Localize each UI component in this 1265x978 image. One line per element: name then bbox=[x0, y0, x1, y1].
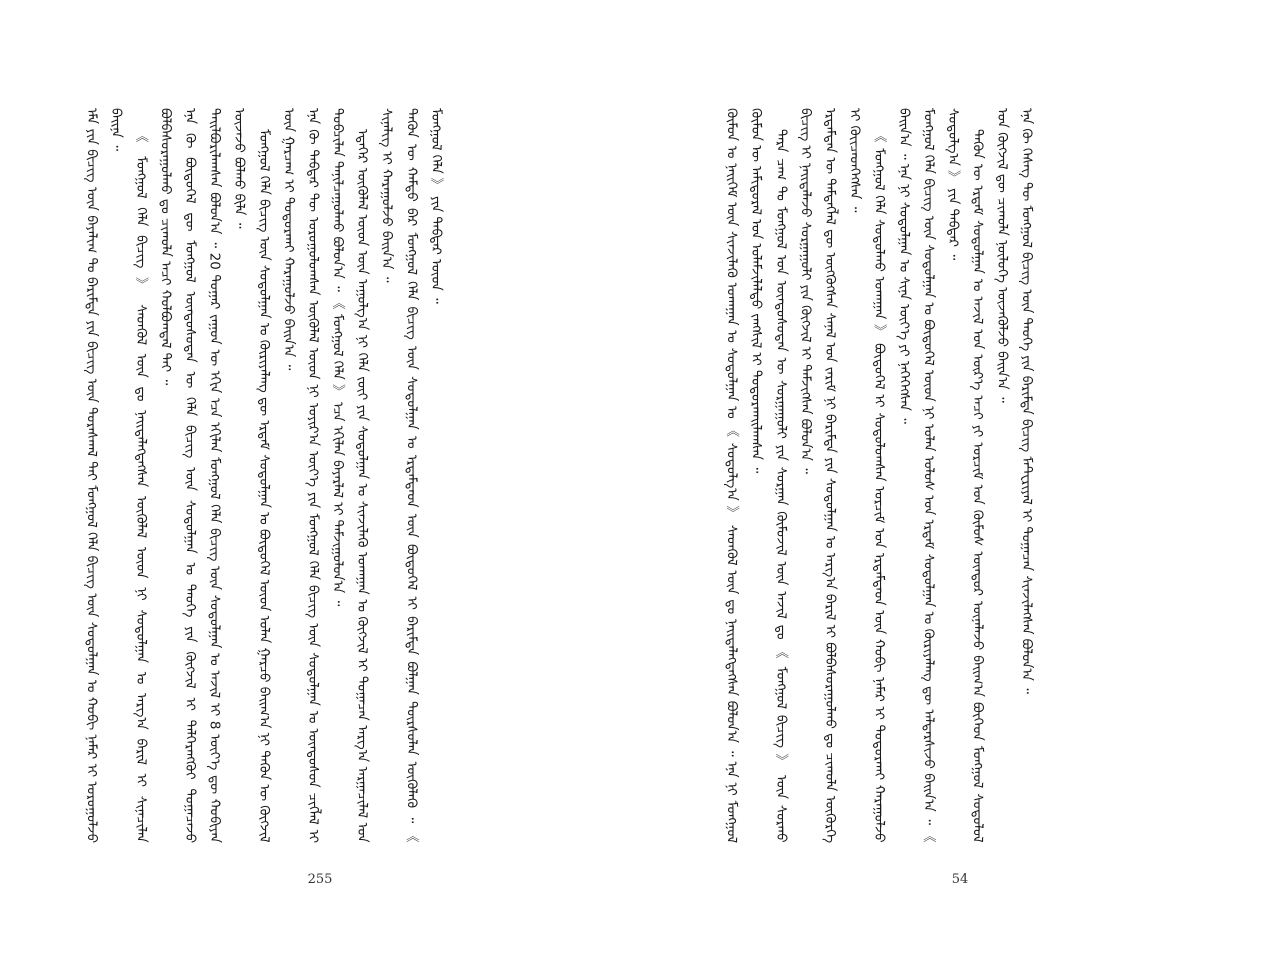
paragraph: ᠲᠡᠭᠦᠨ ᠦ ᠬᠠᠮᠲᠤ ᠪᠡᠷ ᠮᠣᠩᠭᠣᠯ ᠬᠡᠯᠡ ᠪᠢᠴᠢᠭ᠌ ᠦᠨ ᠰᠤᠳᠤᠯᠭᠠᠨ ᠤ ᠡᠷᠳᠡᠮᠲᠡᠳ ᠦᠨ ᠪᠦᠲᠦᠭᠡᠯ ᠢ ᠪᠠᠷᠢᠮᠲᠠ ᠪᠣᠯᠭᠠᠨ ᠳᠦᠷᠰᠦᠯᠡᠨ ᠥᠭᠦᠯᠡᠬᠦ ᠃ 《 ᠮᠣᠩᠭᠣᠯ ᠬᠡᠯᠡ 》 ᠶᠢᠨ ᠳᠡᠪᠲᠡᠷ ᠦᠳ ᠃ bbox=[403, 108, 443, 843]
paragraph: 《 ᠮᠣᠩᠭᠣᠯ ᠬᠡᠯᠡ ᠪᠢᠴᠢᠭ᠌ 》 ᠰᠡᠳᠬᠦᠯ ᠦᠨ ᠳᠤ ᠨᠡᠢᠲᠡᠯᠡᠭᠳᠡᠭᠰᠡᠨ ᠥᠭᠦᠯᠡᠯ ᠦᠳ ᠨᠢ ᠰᠤᠳᠤᠯᠭᠠᠨ ᠤ ᠠᠷᠭ᠎ᠠ ᠪᠠᠷᠢᠯ ᠢ ᠰᠢᠨᠡᠴᠢᠯᠡᠨ ᠪᠣᠯᠪᠠᠰᠤᠷᠠᠭᠤᠯᠬᠤ ᠳᠤ ᠴᠢᠬᠤᠯᠠ ᠠᠴᠢ ᠬᠣᠯᠪᠣᠭᠳᠠᠯ ᠲᠠᠢ ᠃ bbox=[132, 108, 173, 843]
paragraph: ᠡᠮᠡ ᠶᠢᠨ ᠪᠢᠴᠢᠭ᠌ ᠦᠨ ᠪᠠᠶᠠᠯᠢᠭ ᠲᠤ ᠪᠠᠷᠢᠮᠲᠠ ᠶᠢᠨ ᠪᠢᠴᠢᠭ᠌ ᠦᠨ ᠳᠤᠷᠠᠰᠬᠠᠯ ᠲᠠᠢ ᠮᠣᠩᠭᠣᠯ ᠬᠡᠯᠡ ᠪᠢᠴᠢᠭ᠌ ᠦᠨ ᠰᠤᠳᠤᠯᠭᠠᠨ ᠤ ᠬᠤᠪᠢ ᠨᠡᠮᠡᠷ ᠢ ᠣᠷᠣᠭᠤᠯᠵᠤ ᠪᠠᠢᠨᠠ ᠃ bbox=[83, 108, 124, 843]
paragraph: ᠡᠨᠡ ᠬᠦ ᠳᠡᠪᠲᠡᠷ ᠲᠦ ᠣᠷᠣᠭᠤᠯᠤᠭᠰᠠᠨ ᠥᠭᠦᠯᠡᠯ ᠦᠳ ᠨᠢ ᠣᠶᠢᠷ᠎ᠠ ᠦᠶ᠎ᠡ ᠶᠢᠨ ᠮᠣᠩᠭᠣᠯ ᠬᠡᠯᠡ ᠪᠢᠴᠢᠭ᠌ ᠦᠨ ᠰᠤᠳᠤᠯᠭᠠᠨ ᠤ ᠦᠨᠳᠦᠰᠦᠨ ᠴᠢᠭᠯᠡᠯ ᠢ ᠲᠣᠪᠴᠢᠯᠠᠨ ᠲᠠᠨᠢᠯᠴᠠᠭᠤᠯᠬᠤ ᠪᠣᠯᠤᠨ᠎ᠠ ᠃ 《 ᠮᠣᠩᠭᠣᠯ ᠬᠡᠯᠡ 》 ᠡᠴᠡ ᠡᠬᠢᠯᠡᠨ ᠪᠠᠶᠠᠷᠯᠠᠯ ᠢ ᠳᠠᠮᠵᠢᠭᠤᠯᠤᠨ᠎ᠠ ᠃ bbox=[304, 108, 345, 843]
paragraph: ᠬᠦᠮᠦᠨ ᠤ ᠨᠡᠢᠭᠡᠮ ᠦᠨ ᠰᠢᠨᠵᠢᠯᠡᠬᠦ ᠤᠬᠠᠭᠠᠨ ᠤ ᠰᠤᠳᠤᠯᠭᠠᠨ ᠤ 《 ᠰᠤᠳᠤᠯᠭ᠎ᠠ 》 ᠰᠡᠳᠬᠦᠯ ᠦᠨ ᠳᠤ ᠨᠡᠢᠲᠡᠯᠡᠭᠳᠡᠭᠰᠡᠨ ᠪᠣᠯᠤᠨ᠎ᠠ ᠃ ᠡᠨᠡ ᠨᠢ ᠮᠣᠩᠭᠣᠯ ᠬᠦᠮᠦᠨ ᠦ ᠠᠮᠢᠳᠤᠷᠠᠯ ᠤᠨ ᠤᠯᠠᠮᠵᠢᠯᠠᠯᠲᠤ ᠵᠠᠩᠰᠢᠯ ᠢ ᠲᠣᠳᠣᠷᠬᠠᠢᠯᠠᠭᠰᠠᠨ ᠃ bbox=[723, 108, 764, 843]
paragraph: ᠡᠳᠡᠭᠡᠷ ᠥᠭᠦᠯᠡᠯ ᠦᠳ ᠦᠨ ᠠᠭᠤᠯᠭ᠎ᠠ ᠨᠢ ᠬᠡᠯᠡ ᠵᠦᠢ ᠶᠢᠨ ᠰᠤᠳᠤᠯᠭᠠᠨ ᠤ ᠰᠢᠨᠵᠢᠯᠡᠬᠦ ᠤᠬᠠᠭᠠᠨ ᠤ ᠬᠥᠭᠵᠢᠯ ᠢ ᠲᠣᠭᠠᠴᠠᠨ ᠠᠷᠭ᠎ᠠ ᠠᠷᠭᠠᠴᠢᠯᠠᠯ ᠤᠨ ᠰᠢᠨᠡᠯᠢᠭ ᠢ ᠬᠠᠷᠠᠭᠤᠯᠵᠤ ᠪᠠᠢᠨ᠎ᠠ ᠃ bbox=[354, 108, 394, 843]
paragraph: ᠲᠡᠭᠦᠨ ᠦ ᠡᠷᠳᠡᠮ ᠰᠤᠳᠤᠯᠭᠠᠨ ᠤ ᠠᠵᠢᠯ ᠤᠨ ᠦᠷ᠎ᠡ ᠠᠴᠢ ᠶᠢ ᠣᠷᠴᠢᠮ ᠤᠨ ᠬᠦᠮᠦᠰ ᠥᠨᠳᠦᠷ ᠦᠨᠡᠯᠡᠵᠦ ᠪᠠᠢᠭ᠎ᠠ ᠪᠥᠭᠡᠳ ᠮᠣᠩᠭᠣᠯ ᠰᠤᠳᠤᠯᠤᠯ ᠤᠨ ᠬᠥᠭᠵᠢᠯ ᠳᠦ ᠴᠢᠬᠤᠯᠠ ᠨᠥᠯᠦᠭᠡ ᠦᠵᠡᠭᠦᠯᠵᠦ ᠪᠠᠢᠨ᠎ᠠ ᠃ bbox=[969, 108, 1010, 843]
page-number: 255 bbox=[307, 872, 333, 887]
paragraph: ᠮᠣᠩᠭᠣᠯ ᠬᠡᠯᠡ ᠪᠢᠴᠢᠭ᠌ ᠦᠨ ᠰᠤᠳᠤᠯᠭᠠᠨ ᠤ ᠬᠦᠷᠢᠶᠡᠯᠡᠩ ᠳᠦ ᠡᠷᠳᠡᠮ ᠰᠤᠳᠤᠯᠭᠠᠨ ᠤ ᠪᠦᠲᠦᠭᠡᠯ ᠦᠳ ᠣᠯᠠᠨ ᠭᠠᠷᠴᠤ ᠪᠠᠢᠭ᠎ᠠ ᠨᠢ ᠲᠡᠭᠦᠨ ᠦ ᠬᠥᠭᠵᠢᠯ ᠦᠨ ᠭᠠᠷᠴᠠᠭ ᠢ ᠲᠣᠳᠣᠷᠬᠠᠢ ᠬᠠᠷᠠᠭᠤᠯᠵᠤ ᠪᠠᠢᠨ᠎ᠠ ᠃ bbox=[255, 108, 296, 843]
paragraph: ᠡᠨᠡ ᠬᠦ ᠪᠦᠲᠦᠭᠡᠯ ᠳᠦ ᠮᠣᠩᠭᠣᠯ ᠦᠨᠳᠦᠰᠦᠲᠡᠨ ᠦ ᠬᠡᠯᠡ ᠪᠢᠴᠢᠭ᠌ ᠦᠨ ᠰᠤᠳᠤᠯᠭᠠᠨ ᠤ ᠲᠡᠦᠬᠡ ᠶᠢᠨ ᠬᠥᠭᠵᠢᠯ ᠢ ᠳᠡᠯᠭᠡᠷᠡᠩᠭᠦᠢ ᠲᠣᠭᠠᠴᠠᠵᠤ ᠲᠠᠢᠯᠪᠤᠷᠢᠯᠠᠭᠰᠠᠨ ᠪᠣᠯᠤᠨ᠎ᠠ ᠃ 20 ᠳᠤᠭᠠᠷ ᠵᠠᠭᠤᠨ ᠦ ᠡᠬᠢᠨ ᠡᠴᠡ ᠡᠬᠢᠯᠡᠨ ᠮᠣᠩᠭᠣᠯ ᠬᠡᠯᠡ ᠪᠢᠴᠢᠭ᠌ ᠦᠨ ᠰᠤᠳᠤᠯᠭᠠᠨ ᠤ ᠠᠵᠢᠯ ᠢ 8 ᠦᠶ᠎ᠡ ᠳᠦ ᠬᠤᠪᠢᠶᠠᠨ ᠦᠵᠡᠵᠦ ᠪᠣᠯᠬᠤ ᠪᠢᠯᠡ ᠃ bbox=[181, 108, 247, 843]
page-number: 54 bbox=[951, 872, 969, 887]
right-page bbox=[700, 0, 1220, 978]
right-page-text-column bbox=[718, 108, 1208, 843]
paragraph: ᠡᠨᠡ ᠬᠦ ᠬᠡᠰᠡᠭ ᠲᠦ ᠮᠣᠩᠭᠣᠯ ᠪᠢᠴᠢᠭ᠌ ᠦᠨ ᠲᠡᠦᠬᠡ ᠶᠢᠨ ᠪᠠᠷᠢᠮᠲᠠ ᠪᠢᠴᠢᠭ ᠮᠠᠲ᠋ᠸᠷᠢᠶᠠᠯ ᠢ ᠲᠣᠭᠠᠴᠠᠨ ᠰᠢᠨᠵᠢᠯᠡᠭᠰᠡᠨ ᠪᠣᠯᠤᠨ᠎ᠠ ᠃ bbox=[1018, 108, 1034, 694]
paragraph: 《 ᠮᠣᠩᠭᠣᠯ ᠬᠡᠯᠡ ᠰᠤᠳᠤᠯᠬᠤ ᠤᠬᠠᠭᠠᠨ 》 ᠪᠦᠲᠦᠭᠡᠯ ᠢ ᠰᠤᠳᠤᠯᠤᠭᠰᠠᠨ ᠣᠷᠴᠢᠮ ᠤᠨ ᠡᠷᠳᠡᠮᠲᠡᠳ ᠦᠨ ᠬᠤᠪᠢ ᠨᠡᠮᠡᠷ ᠢ ᠲᠣᠳᠣᠷᠬᠠᠢ ᠬᠠᠷᠠᠭᠤᠯᠵᠤ ᠪᠠᠢᠨ᠎ᠠ ᠃ ᠡᠨᠡ ᠨᠢ ᠰᠤᠳᠤᠯᠭᠠᠨ ᠤ ᠰᠢᠨᠡ ᠦᠶ᠎ᠡ ᠶᠢ ᠨᠡᠭᠡᠭᠡᠭᠰᠡᠨ ᠃ bbox=[871, 108, 911, 843]
paragraph: ᠡᠷᠳᠡᠮᠲᠡᠨ ᠦ ᠲᠡᠮᠳᠡᠭᠯᠡᠯ ᠳᠦ ᠥᠭᠭᠦᠭᠰᠡᠨ ᠰᠠᠨᠠᠯ ᠤᠨ ᠵᠠᠷᠢᠮ ᠨᠢ ᠪᠠᠷᠢᠮᠲᠠ ᠶᠢᠨ ᠰᠤᠳᠤᠯᠭᠠᠨ ᠤ ᠠᠷᠭ᠎ᠠ ᠪᠠᠷᠢᠯ ᠢ ᠪᠣᠯᠪᠠᠰᠤᠷᠠᠭᠤᠯᠬᠤ ᠳᠤ ᠴᠢᠬᠤᠯᠠ ᠦᠬᠦᠷᠭᠡ ᠢ ᠭᠦᠢᠴᠡᠳᠬᠡᠭᠰᠡᠨ ᠃ bbox=[821, 108, 862, 843]
left-page bbox=[60, 0, 580, 978]
left-page-text-column bbox=[78, 108, 568, 843]
paragraph: ᠮᠣᠩᠭᠣᠯ ᠬᠡᠯᠡ ᠪᠢᠴᠢᠭ᠌ ᠦᠨ ᠰᠤᠳᠤᠯᠭᠠᠨ ᠤ ᠪᠦᠲᠦᠭᠡᠯ ᠦᠳ ᠨᠢ ᠣᠯᠠᠨ ᠤᠯᠤᠰ ᠤᠨ ᠡᠷᠳᠡᠮ ᠰᠤᠳᠤᠯᠭᠠᠨ ᠤ ᠬᠦᠷᠢᠶᠡᠯᠡᠩ ᠳᠦ ᠠᠯᠳᠠᠷᠰᠢᠵᠤ ᠪᠠᠢᠨ᠎ᠠ ᠃ 《 ᠰᠤᠳᠤᠯᠭ᠎ᠠ 》 ᠶᠢᠨ ᠳᠡᠪᠲᠡᠷ ᠃ bbox=[920, 108, 960, 843]
paragraph: ᠲᠡᠷᠡ ᠴᠠᠭ ᠲᠤ ᠮᠣᠩᠭᠣᠯ ᠤᠨ ᠦᠨᠳᠦᠰᠦᠲᠡᠨ ᠦ ᠰᠤᠷᠭᠠᠭᠤᠯᠢ ᠶᠢᠨ ᠰᠤᠷᠭᠠᠨ ᠬᠦᠮᠦᠵᠢᠯ ᠦᠨ ᠠᠵᠢᠯ ᠳᠤ 《 ᠮᠣᠩᠭᠣᠯ ᠪᠢᠴᠢᠭ᠌ 》 ᠦᠨ ᠰᠤᠷᠬᠤ ᠪᠢᠴᠢᠭ ᠢ ᠨᠡᠢᠲᠡᠯᠡᠵᠦ ᠰᠤᠷᠭᠠᠭᠤᠯᠢ ᠶᠢᠨ ᠬᠥᠭᠵᠢᠯ ᠢ ᠳᠡᠮᠵᠢᠭᠰᠡᠨ ᠪᠣᠯᠤᠨ᠎ᠠ ᠃ bbox=[772, 108, 813, 843]
